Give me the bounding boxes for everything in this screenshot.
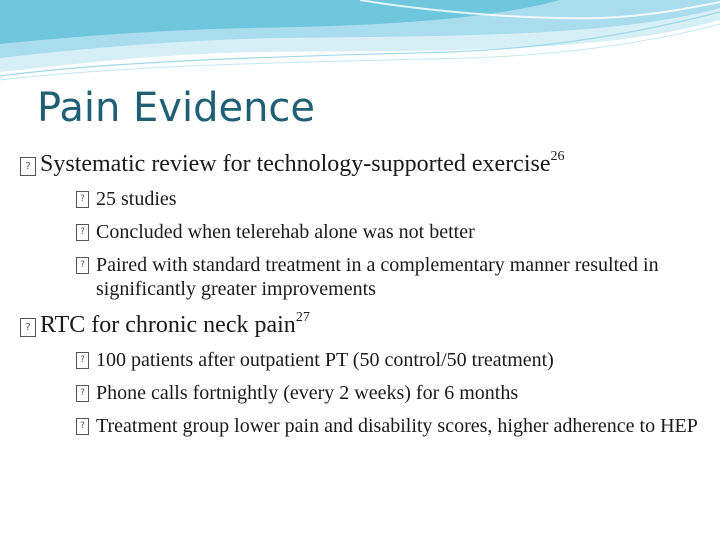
bullet-item <box>18 150 708 179</box>
sub-bullet-text: 25 studies <box>96 188 177 210</box>
sub-bullet-item <box>18 187 708 211</box>
bullet-group-1 <box>18 150 708 301</box>
missing-glyph-bullet-icon: ? <box>76 191 89 208</box>
missing-glyph-bullet-icon: ? <box>76 352 89 369</box>
header-wave-decoration <box>0 0 720 90</box>
sub-bullet-text: Paired with standard treatment in a complementary manner resulted in significantly greater improvements <box>96 254 659 300</box>
sub-bullet-text: 100 patients after outpatient PT (50 control/50 treatment) <box>96 349 554 371</box>
reference-number: 26 <box>550 149 565 164</box>
sub-bullet-text: Concluded when telerehab alone was not better <box>96 221 475 243</box>
bullet-text: RTC for chronic neck pain <box>40 312 296 338</box>
missing-glyph-bullet-icon: ? <box>76 385 89 402</box>
missing-glyph-bullet-icon: ? <box>20 157 36 176</box>
sub-bullet-text: Treatment group lower pain and disability scores, higher adherence to HEP <box>96 415 698 437</box>
sub-bullet-item <box>18 414 708 438</box>
missing-glyph-bullet-icon: ? <box>76 418 89 435</box>
bullet-item <box>18 311 708 340</box>
missing-glyph-bullet-icon: ? <box>20 318 36 337</box>
missing-glyph-bullet-icon: ? <box>76 224 89 241</box>
missing-glyph-bullet-icon: ? <box>76 257 89 274</box>
sub-bullet-item <box>18 253 708 301</box>
slide-content <box>18 150 708 448</box>
sub-bullet-item <box>18 348 708 372</box>
bullet-text: Systematic review for technology-supported exercise <box>40 151 551 177</box>
reference-number: 27 <box>295 310 310 325</box>
sub-bullet-item <box>18 220 708 244</box>
bullet-group-2 <box>18 311 708 438</box>
sub-bullet-item <box>18 381 708 405</box>
sub-bullet-text: Phone calls fortnightly (every 2 weeks) for 6 months <box>96 382 519 404</box>
slide-title: Pain Evidence <box>37 85 316 131</box>
